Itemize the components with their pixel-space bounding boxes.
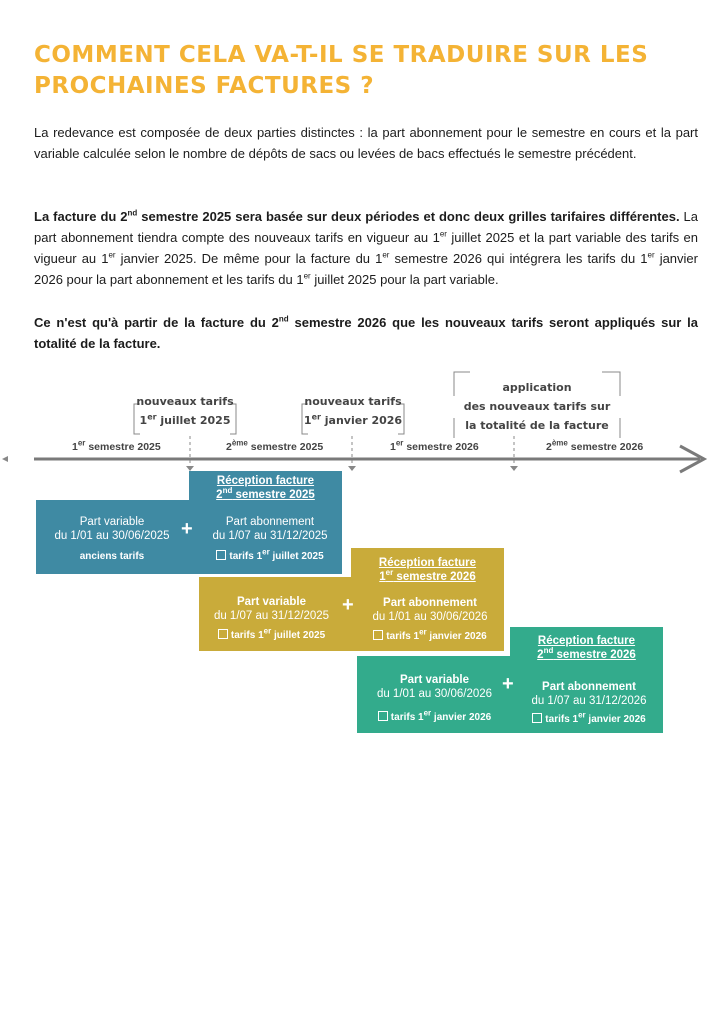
semester-label-4	[546, 438, 644, 453]
sem1-b: semestre 2025	[85, 441, 161, 453]
blue-right	[196, 515, 344, 564]
marker-2-line1: nouveaux tarifs	[304, 395, 402, 408]
checkbox-icon	[373, 630, 383, 640]
green-left-l2: du 1/01 au 30/06/2026	[376, 688, 493, 700]
p2-t3: janvier 2025. De même pour la facture du 1	[115, 251, 383, 266]
blue-right-l3-sup: er	[262, 547, 270, 557]
blue-head-2	[189, 488, 342, 502]
sem2-b: semestre 2025	[247, 441, 324, 453]
green-right-l3-a: tarifs 1	[545, 714, 579, 725]
blue-right-l2: du 1/07 au 31/12/2025	[212, 530, 328, 542]
gold-left-l3-a: tarifs 1	[230, 630, 264, 641]
green-head-2-b: semestre 2026	[553, 649, 636, 661]
gold-left	[199, 595, 344, 643]
green-left-l1: Part variable	[399, 674, 470, 686]
blue-box-header	[189, 474, 342, 502]
p2-t2-sup: er	[108, 250, 116, 260]
gold-right	[356, 596, 504, 644]
green-head-1: Réception facture	[537, 635, 636, 647]
blue-left-l1: Part variable	[79, 516, 145, 528]
checkbox-icon	[218, 629, 228, 639]
marker-1-line2	[130, 411, 240, 430]
green-left-l3	[357, 708, 512, 725]
green-right	[515, 680, 663, 727]
marker-3-line1: application	[502, 381, 572, 394]
p2-bold-b: semestre 2025 sera basée sur deux périodes et donc deux grilles tarifaires différentes.	[137, 209, 680, 224]
gold-left-l3-b: juillet 2025	[271, 630, 326, 641]
gold-left-l2: du 1/07 au 31/12/2025	[213, 610, 330, 622]
p2-t5-sup: er	[303, 271, 311, 281]
p3-b: semestre 2026 que les nouveaux tarifs seront appliqués sur la totalité de la facture.	[34, 315, 698, 351]
green-right-l1: Part abonnement	[542, 681, 636, 693]
p2-t4-sup: er	[647, 250, 655, 260]
green-left-l3-b: janvier 2026	[431, 712, 492, 723]
marker-1-line2-b: juillet 2025	[156, 414, 231, 427]
green-left	[357, 673, 512, 725]
marker-2-line2-b: janvier 2026	[320, 414, 403, 427]
blue-right-l3	[196, 547, 344, 564]
semester-label-2	[226, 438, 324, 453]
sem2-a: 2	[226, 441, 232, 453]
marker-2-line2-a: 1	[303, 414, 312, 427]
green-left-l3-sup: er	[423, 708, 432, 718]
gold-right-l3-sup: er	[419, 627, 427, 637]
checkbox-icon	[216, 550, 226, 560]
gold-head-2	[351, 570, 504, 584]
left-small-arrow	[2, 456, 8, 462]
gold-right-l3-b: janvier 2026	[426, 631, 487, 642]
blue-left-l3: anciens tarifs	[79, 551, 145, 562]
blue-head-2-b: semestre 2025	[232, 489, 315, 501]
p2-bold-sup: nd	[127, 208, 138, 218]
p2-bold-a: La facture du 2	[34, 209, 128, 224]
p2-t4: semestre 2026 qui intégrera les tarifs du 1	[389, 251, 648, 266]
sem3-b: semestre 2026	[403, 441, 479, 453]
blue-right-l3-b: juillet 2025	[269, 551, 324, 562]
p3-sup: nd	[278, 314, 289, 324]
sem4-b: semestre 2026	[567, 441, 644, 453]
semester-label-1	[72, 438, 161, 453]
gold-box-header	[351, 556, 504, 584]
green-head-2-sup: nd	[543, 646, 554, 656]
marker-1-line2-a: 1	[139, 414, 148, 427]
green-plus: +	[502, 673, 514, 695]
gold-head-2-a: 1	[379, 571, 386, 583]
blue-left-l2: du 1/01 au 30/06/2025	[54, 530, 170, 542]
green-right-l3-b: janvier 2026	[585, 714, 646, 725]
second-paragraph	[34, 206, 698, 290]
gold-head-2-b: semestre 2026	[393, 571, 476, 583]
blue-right-l3-a: tarifs 1	[229, 551, 263, 562]
blue-left	[36, 515, 188, 564]
gold-right-l3-a: tarifs 1	[386, 631, 420, 642]
p2-t3-sup: er	[382, 250, 390, 260]
sem1-a: 1	[72, 441, 78, 453]
green-left-l3-a: tarifs 1	[390, 712, 424, 723]
gold-right-l3	[356, 627, 504, 644]
p2-t1-sup: er	[439, 229, 447, 239]
sem4-sup: ème	[551, 438, 568, 448]
marker-1-line1: nouveaux tarifs	[136, 395, 234, 408]
marker-3-line2: des nouveaux tarifs sur	[463, 400, 611, 413]
blue-right-l1: Part abonnement	[225, 516, 315, 528]
marker-1-line2-sup: er	[147, 412, 157, 422]
p2-t6: juillet 2025 pour la part variable.	[310, 272, 499, 287]
gold-plus: +	[342, 594, 354, 616]
p3-a: Ce n'est qu'à partir de la facture du 2	[34, 315, 279, 330]
gold-head-2-sup: er	[385, 568, 394, 578]
marker-2-line2	[298, 411, 408, 430]
green-head-2	[510, 648, 663, 662]
gold-left-l3-sup: er	[263, 626, 272, 636]
green-right-l3	[515, 710, 663, 727]
marker-1-label	[130, 392, 240, 430]
sem3-a: 1	[390, 441, 396, 453]
gold-right-l1: Part abonnement	[383, 597, 477, 609]
marker-3-line3: la totalité de la facture	[465, 419, 609, 432]
marker-2-line2-sup: er	[311, 412, 321, 422]
intro-paragraph: La redevance est composée de deux parties distinctes : la part abonnement pour le semestre en cours et la part variable calculée selon le nombre de dépôts de sacs ou levées de bacs effectués le semestre précédent.	[34, 125, 698, 161]
green-right-l3-sup: er	[578, 710, 586, 720]
sem1-sup: er	[77, 438, 86, 448]
semester-label-3	[390, 438, 479, 453]
gold-head-1: Réception facture	[378, 557, 477, 569]
green-head-2-a: 2	[537, 649, 544, 661]
p2-t1: La part abonnement tiendra compte des nouveaux tarifs en vigueur au 1	[34, 209, 699, 245]
green-box-header	[510, 634, 663, 662]
page-title: COMMENT CELA VA-T-IL SE TRADUIRE SUR LES PROCHAINES FACTURES ?	[34, 42, 649, 99]
p2-t2: juillet 2025 et la part variable des tarifs en vigueur au 1	[34, 230, 698, 266]
blue-head-2-sup: nd	[222, 486, 233, 496]
gold-left-l3	[199, 626, 344, 643]
checkbox-icon	[378, 711, 388, 721]
blue-head-1: Réception facture	[216, 475, 315, 487]
third-paragraph	[34, 312, 698, 354]
gold-right-l2: du 1/01 au 30/06/2026	[372, 611, 488, 623]
marker-2-label	[298, 392, 408, 430]
sem2-sup: ème	[231, 438, 248, 448]
blue-plus: +	[181, 518, 193, 540]
marker-3-label	[450, 378, 624, 435]
sem4-a: 2	[546, 441, 552, 453]
blue-head-2-a: 2	[216, 489, 223, 501]
green-right-l2: du 1/07 au 31/12/2026	[531, 695, 647, 707]
gold-left-l1: Part variable	[236, 596, 307, 608]
sem3-sup: er	[395, 438, 404, 448]
checkbox-icon	[532, 713, 542, 723]
p2-t5: janvier 2026 pour la part abonnement et les tarifs du 1	[34, 251, 698, 287]
